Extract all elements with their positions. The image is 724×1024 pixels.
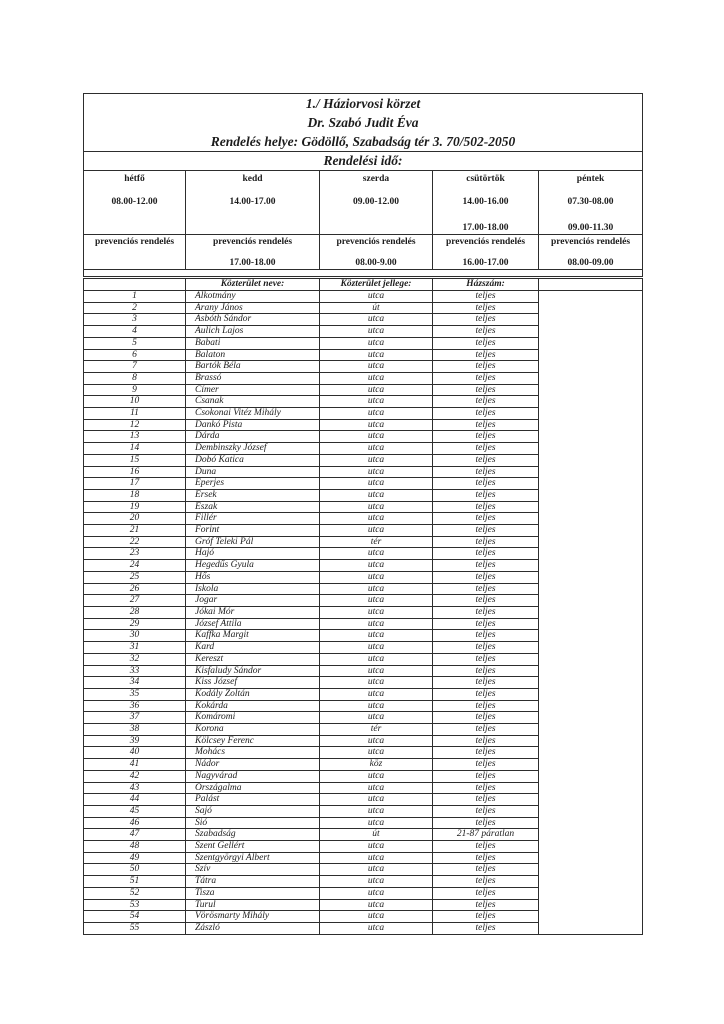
- street-type-cell: út: [320, 302, 433, 314]
- street-number-cell: 38: [84, 724, 186, 736]
- street-type-cell: utca: [320, 747, 433, 759]
- street-number-cell: 32: [84, 653, 186, 665]
- street-name-cell: Sió: [186, 817, 320, 829]
- street-name-cell: Bartók Béla: [186, 361, 320, 373]
- street-number-cell: 50: [84, 864, 186, 876]
- street-number-cell: 4: [84, 326, 186, 338]
- street-name-cell: Gróf Teleki Pál: [186, 536, 320, 548]
- street-name-cell: Forint: [186, 525, 320, 537]
- street-name-cell: Sajó: [186, 805, 320, 817]
- consultation-time: 14.00-17.00: [229, 196, 276, 207]
- prevention-cell: [539, 234, 643, 269]
- street-type-cell: utca: [320, 735, 433, 747]
- street-name-cell: Szent Gellért: [186, 841, 320, 853]
- street-type-cell: utca: [320, 782, 433, 794]
- street-name-cell: Hős: [186, 571, 320, 583]
- street-name-cell: Kiss József: [186, 677, 320, 689]
- house-number-cell: teljes: [433, 665, 539, 677]
- day-label: hétfő: [124, 174, 145, 185]
- street-number-cell: 54: [84, 911, 186, 923]
- street-type-cell: utca: [320, 642, 433, 654]
- street-name-cell: Babati: [186, 337, 320, 349]
- house-number-cell: teljes: [433, 700, 539, 712]
- street-type-cell: utca: [320, 291, 433, 303]
- street-name-cell: Szabadság: [186, 829, 320, 841]
- street-name-cell: Eperjes: [186, 478, 320, 490]
- house-number-cell: teljes: [433, 466, 539, 478]
- prevention-label: prevenciós rendelés: [445, 236, 526, 247]
- street-name-cell: Vörösmarty Mihály: [186, 911, 320, 923]
- street-number-cell: 2: [84, 302, 186, 314]
- house-number-cell: teljes: [433, 677, 539, 689]
- house-number-cell: teljes: [433, 899, 539, 911]
- street-number-cell: 7: [84, 361, 186, 373]
- street-number-cell: 25: [84, 571, 186, 583]
- street-number-cell: 27: [84, 595, 186, 607]
- street-type-cell: köz: [320, 759, 433, 771]
- house-number-cell: teljes: [433, 419, 539, 431]
- street-type-cell: utca: [320, 337, 433, 349]
- street-type-cell: utca: [320, 887, 433, 899]
- street-number-cell: 51: [84, 876, 186, 888]
- street-number-cell: 34: [84, 677, 186, 689]
- house-number-cell: teljes: [433, 864, 539, 876]
- street-name-cell: Észak: [186, 501, 320, 513]
- house-number-cell: teljes: [433, 560, 539, 572]
- house-number-cell: teljes: [433, 337, 539, 349]
- house-number-cell: teljes: [433, 887, 539, 899]
- house-number-cell: teljes: [433, 454, 539, 466]
- street-number-cell: 49: [84, 852, 186, 864]
- street-number-cell: 15: [84, 454, 186, 466]
- day-cell: [320, 171, 433, 235]
- street-type-cell: utca: [320, 466, 433, 478]
- street-number-cell: 14: [84, 443, 186, 455]
- prevention-cell: [433, 234, 539, 269]
- page-title: 1./ Háziorvosi körzet: [305, 96, 421, 111]
- street-number-cell: 45: [84, 805, 186, 817]
- street-number-cell: 31: [84, 642, 186, 654]
- street-header-row: [84, 279, 643, 291]
- house-number-cell: teljes: [433, 291, 539, 303]
- street-number-cell: 16: [84, 466, 186, 478]
- street-number-cell: 33: [84, 665, 186, 677]
- house-number-cell: teljes: [433, 794, 539, 806]
- house-number-cell: teljes: [433, 876, 539, 888]
- street-name-cell: Csokonai Vitéz Mihály: [186, 408, 320, 420]
- street-name-cell: Kölcsey Ferenc: [186, 735, 320, 747]
- title-cell: [84, 94, 643, 152]
- street-type-cell: utca: [320, 595, 433, 607]
- house-number-cell: teljes: [433, 817, 539, 829]
- street-type-cell: utca: [320, 583, 433, 595]
- street-number-cell: 17: [84, 478, 186, 490]
- street-name-cell: Asbóth Sándor: [186, 314, 320, 326]
- street-name-cell: Jókai Mór: [186, 606, 320, 618]
- street-name-cell: Dembinszky József: [186, 443, 320, 455]
- consultation-time: 14.00-16.00: [462, 196, 509, 207]
- street-number-cell: 46: [84, 817, 186, 829]
- street-name-cell: Korona: [186, 724, 320, 736]
- street-number-cell: 13: [84, 431, 186, 443]
- prevention-cell: [186, 234, 320, 269]
- street-name-cell: Nádor: [186, 759, 320, 771]
- street-number-cell: 18: [84, 489, 186, 501]
- street-number-cell: 9: [84, 384, 186, 396]
- street-number-cell: 1: [84, 291, 186, 303]
- house-number-cell: teljes: [433, 653, 539, 665]
- house-number-cell: teljes: [433, 489, 539, 501]
- street-number-cell: 3: [84, 314, 186, 326]
- street-name-cell: Dankó Pista: [186, 419, 320, 431]
- street-name-cell: Hajó: [186, 548, 320, 560]
- house-number-cell: teljes: [433, 513, 539, 525]
- consultation-time: 08.00-12.00: [111, 196, 158, 207]
- house-number-cell: teljes: [433, 443, 539, 455]
- street-type-cell: utca: [320, 794, 433, 806]
- street-number-cell: 37: [84, 712, 186, 724]
- street-number-cell: 55: [84, 922, 186, 934]
- house-number-cell: teljes: [433, 841, 539, 853]
- prevention-cell: [84, 234, 186, 269]
- prevention-label: prevenciós rendelés: [212, 236, 293, 247]
- consultation-time: 17.00-18.00: [462, 223, 509, 234]
- street-name-cell: Tátra: [186, 876, 320, 888]
- street-number-cell: 24: [84, 560, 186, 572]
- street-type-cell: utca: [320, 548, 433, 560]
- street-number-cell: 10: [84, 396, 186, 408]
- street-type-cell: utca: [320, 653, 433, 665]
- street-number-cell: 29: [84, 618, 186, 630]
- street-number-cell: 23: [84, 548, 186, 560]
- street-name-cell: Kisfaludy Sándor: [186, 665, 320, 677]
- house-number-cell: teljes: [433, 606, 539, 618]
- house-number-cell: teljes: [433, 770, 539, 782]
- house-number-cell: teljes: [433, 349, 539, 361]
- street-type-cell: utca: [320, 630, 433, 642]
- street-number-cell: 40: [84, 747, 186, 759]
- street-number-cell: 53: [84, 899, 186, 911]
- street-type-cell: utca: [320, 606, 433, 618]
- day-label: szerda: [362, 174, 390, 185]
- house-number-cell: teljes: [433, 384, 539, 396]
- street-type-cell: utca: [320, 677, 433, 689]
- day-label: csütörtök: [466, 174, 505, 185]
- row-number-header: [84, 279, 186, 291]
- street-type-cell: utca: [320, 431, 433, 443]
- street-number-cell: 48: [84, 841, 186, 853]
- day-cell: [433, 171, 539, 235]
- street-type-cell: utca: [320, 372, 433, 384]
- street-name-cell: Kard: [186, 642, 320, 654]
- empty-header-cell: [539, 279, 643, 291]
- prevention-label: prevenciós rendelés: [94, 236, 175, 247]
- street-type-cell: utca: [320, 911, 433, 923]
- street-name-cell: Országalma: [186, 782, 320, 794]
- street-type-cell: utca: [320, 454, 433, 466]
- house-number-cell: teljes: [433, 922, 539, 934]
- street-number-cell: 12: [84, 419, 186, 431]
- street-type-cell: utca: [320, 384, 433, 396]
- prevention-label: prevenciós rendelés: [550, 236, 631, 247]
- house-number-cell: 21-87 páratlan: [433, 829, 539, 841]
- street-name-cell: Mohács: [186, 747, 320, 759]
- prevention-time: 08.00-9.00: [355, 258, 397, 269]
- street-name-cell: Iskola: [186, 583, 320, 595]
- day-cell: [539, 171, 643, 235]
- house-number-cell: teljes: [433, 536, 539, 548]
- table-row: [84, 291, 643, 303]
- house-number-cell: teljes: [433, 478, 539, 490]
- prevention-time: 08.00-09.00: [567, 258, 614, 269]
- street-number-cell: 20: [84, 513, 186, 525]
- street-name-cell: Hegedűs Gyula: [186, 560, 320, 572]
- street-number-cell: 39: [84, 735, 186, 747]
- street-name-cell: Kereszt: [186, 653, 320, 665]
- street-type-cell: utca: [320, 513, 433, 525]
- house-number-cell: teljes: [433, 595, 539, 607]
- street-type-cell: utca: [320, 841, 433, 853]
- day-label: péntek: [576, 174, 605, 185]
- street-type-cell: utca: [320, 408, 433, 420]
- schedule-heading-row: [84, 152, 643, 171]
- street-name-cell: Balaton: [186, 349, 320, 361]
- street-number-cell: 26: [84, 583, 186, 595]
- house-number-cell: teljes: [433, 326, 539, 338]
- day-cell: [186, 171, 320, 235]
- street-name-cell: Zászló: [186, 922, 320, 934]
- street-table: [83, 278, 643, 935]
- house-number-cell: teljes: [433, 501, 539, 513]
- street-type-cell: tér: [320, 536, 433, 548]
- street-type-cell: utca: [320, 326, 433, 338]
- street-name-cell: Palást: [186, 794, 320, 806]
- street-name-cell: Dárda: [186, 431, 320, 443]
- house-number-cell: teljes: [433, 630, 539, 642]
- street-name-cell: Dobó Katica: [186, 454, 320, 466]
- street-number-cell: 44: [84, 794, 186, 806]
- street-name-cell: Turul: [186, 899, 320, 911]
- street-type-cell: utca: [320, 665, 433, 677]
- house-number-cell: teljes: [433, 571, 539, 583]
- street-name-cell: Szív: [186, 864, 320, 876]
- street-name-cell: Jogar: [186, 595, 320, 607]
- street-type-cell: utca: [320, 618, 433, 630]
- title-row: [84, 94, 643, 152]
- day-cell: [84, 171, 186, 235]
- house-number-cell: teljes: [433, 431, 539, 443]
- street-number-cell: 8: [84, 372, 186, 384]
- street-type-cell: utca: [320, 396, 433, 408]
- street-type-cell: utca: [320, 525, 433, 537]
- street-name-cell: Brassó: [186, 372, 320, 384]
- street-type-cell: utca: [320, 361, 433, 373]
- street-type-cell: utca: [320, 443, 433, 455]
- street-type-cell: tér: [320, 724, 433, 736]
- street-name-cell: Címer: [186, 384, 320, 396]
- street-type-cell: utca: [320, 478, 433, 490]
- street-type-header: Közterület jellege:: [320, 279, 433, 291]
- street-name-cell: Duna: [186, 466, 320, 478]
- street-number-cell: 43: [84, 782, 186, 794]
- street-number-cell: 28: [84, 606, 186, 618]
- house-number-cell: teljes: [433, 396, 539, 408]
- house-number-cell: teljes: [433, 805, 539, 817]
- house-number-cell: teljes: [433, 747, 539, 759]
- street-type-cell: utca: [320, 817, 433, 829]
- street-name-header: Közterület neve:: [186, 279, 320, 291]
- house-number-cell: teljes: [433, 735, 539, 747]
- house-number-cell: teljes: [433, 782, 539, 794]
- house-number-cell: teljes: [433, 724, 539, 736]
- house-number-cell: teljes: [433, 852, 539, 864]
- days-row: [84, 171, 643, 235]
- street-type-cell: utca: [320, 712, 433, 724]
- spacer-row: [84, 269, 643, 276]
- street-name-cell: József Attila: [186, 618, 320, 630]
- consultation-time: 07.30-08.00: [567, 196, 614, 207]
- house-number-cell: teljes: [433, 548, 539, 560]
- street-number-cell: 21: [84, 525, 186, 537]
- house-number-cell: teljes: [433, 302, 539, 314]
- street-number-cell: 11: [84, 408, 186, 420]
- schedule-table: [83, 93, 643, 277]
- street-name-cell: Szentgyörgyi Albert: [186, 852, 320, 864]
- prevention-row: [84, 234, 643, 269]
- day-label: kedd: [242, 174, 263, 185]
- house-number-cell: teljes: [433, 759, 539, 771]
- street-type-cell: utca: [320, 876, 433, 888]
- practice-location: Rendelés helye: Gödöllő, Szabadság tér 3. 70/502-2050: [210, 134, 516, 150]
- street-name-cell: Fillér: [186, 513, 320, 525]
- street-name-cell: Kaffka Margit: [186, 630, 320, 642]
- prevention-time: 16.00-17.00: [462, 258, 509, 269]
- street-number-cell: 36: [84, 700, 186, 712]
- street-type-cell: utca: [320, 501, 433, 513]
- street-type-cell: utca: [320, 700, 433, 712]
- prevention-cell: [320, 234, 433, 269]
- spacer-cell: [84, 269, 643, 276]
- empty-column-cell: [539, 291, 643, 935]
- street-number-cell: 5: [84, 337, 186, 349]
- street-type-cell: utca: [320, 770, 433, 782]
- house-number-cell: teljes: [433, 911, 539, 923]
- street-type-cell: utca: [320, 864, 433, 876]
- street-number-cell: 19: [84, 501, 186, 513]
- street-type-cell: utca: [320, 688, 433, 700]
- street-number-cell: 47: [84, 829, 186, 841]
- street-number-cell: 52: [84, 887, 186, 899]
- street-type-cell: utca: [320, 922, 433, 934]
- street-name-cell: Komáromi: [186, 712, 320, 724]
- street-name-cell: Kokárda: [186, 700, 320, 712]
- house-number-cell: teljes: [433, 314, 539, 326]
- street-type-cell: út: [320, 829, 433, 841]
- street-table-body: [84, 291, 643, 935]
- street-type-cell: utca: [320, 571, 433, 583]
- house-number-cell: teljes: [433, 618, 539, 630]
- street-type-cell: utca: [320, 489, 433, 501]
- street-type-cell: utca: [320, 349, 433, 361]
- house-number-cell: teljes: [433, 525, 539, 537]
- consultation-time: 09.00-12.00: [353, 196, 399, 207]
- street-name-cell: Nagyvárad: [186, 770, 320, 782]
- house-number-cell: teljes: [433, 583, 539, 595]
- schedule-heading: Rendelési idő:: [84, 152, 643, 171]
- house-number-cell: teljes: [433, 361, 539, 373]
- house-number-cell: teljes: [433, 712, 539, 724]
- house-number-cell: teljes: [433, 372, 539, 384]
- street-name-cell: Alkotmány: [186, 291, 320, 303]
- consultation-time: 09.00-11.30: [567, 223, 614, 234]
- street-number-cell: 6: [84, 349, 186, 361]
- street-number-cell: 42: [84, 770, 186, 782]
- prevention-label: prevenciós rendelés: [336, 236, 416, 247]
- street-type-cell: utca: [320, 314, 433, 326]
- street-type-cell: utca: [320, 852, 433, 864]
- street-type-cell: utca: [320, 899, 433, 911]
- house-number-cell: teljes: [433, 642, 539, 654]
- house-number-header: Házszám:: [433, 279, 539, 291]
- doctor-name: Dr. Szabó Judit Éva: [307, 115, 419, 131]
- house-number-cell: teljes: [433, 688, 539, 700]
- prevention-time: 17.00-18.00: [229, 258, 276, 269]
- street-number-cell: 35: [84, 688, 186, 700]
- street-type-cell: utca: [320, 419, 433, 431]
- street-name-cell: Aulich Lajos: [186, 326, 320, 338]
- street-name-cell: Arany János: [186, 302, 320, 314]
- street-name-cell: Tisza: [186, 887, 320, 899]
- street-type-cell: utca: [320, 805, 433, 817]
- street-number-cell: 30: [84, 630, 186, 642]
- street-name-cell: Csanak: [186, 396, 320, 408]
- street-type-cell: utca: [320, 560, 433, 572]
- street-name-cell: Érsek: [186, 489, 320, 501]
- street-number-cell: 22: [84, 536, 186, 548]
- street-name-cell: Kodály Zoltán: [186, 688, 320, 700]
- street-number-cell: 41: [84, 759, 186, 771]
- house-number-cell: teljes: [433, 408, 539, 420]
